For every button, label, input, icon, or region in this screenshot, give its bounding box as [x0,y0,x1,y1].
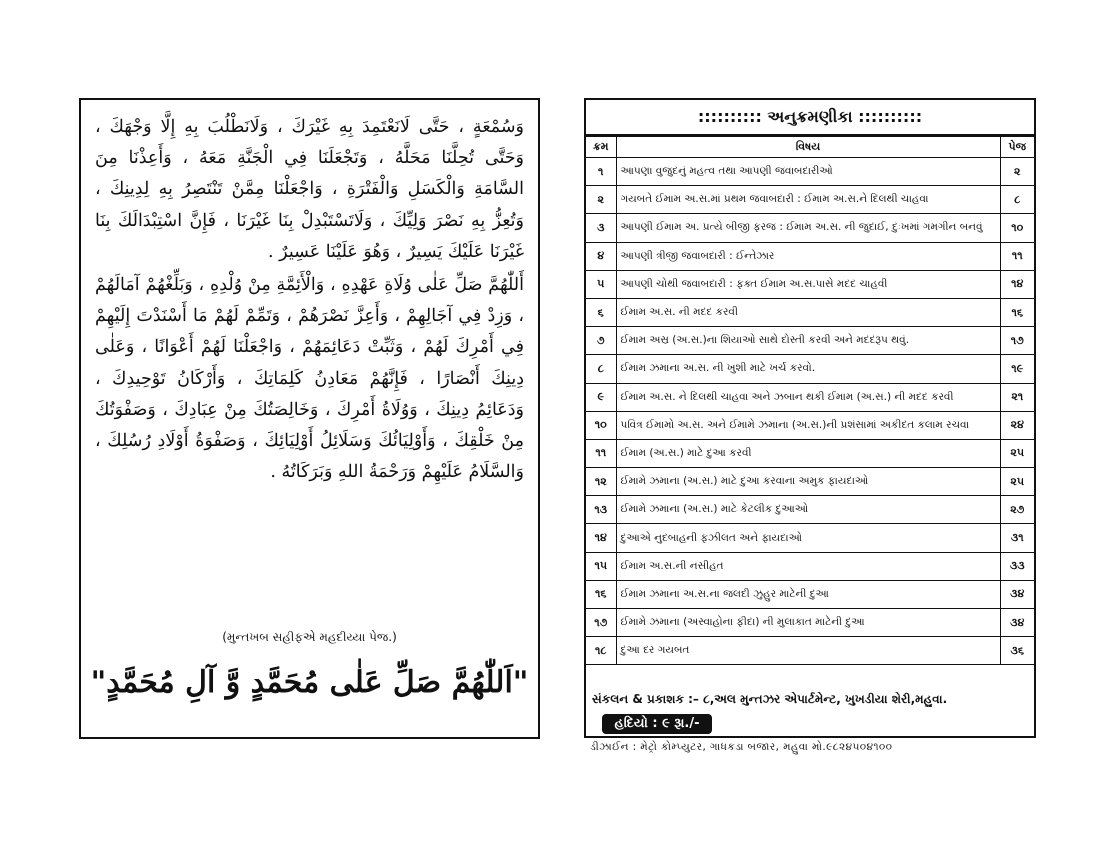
index-row-topic: દુઆ દર ગયબત [616,637,1000,665]
index-table [586,136,1034,665]
index-row [586,411,1034,439]
index-row-num: ૧૮ [586,637,616,665]
index-row-num: ૧૧ [586,439,616,467]
index-row [586,609,1034,637]
column-header-topic: વિષય [616,137,1000,158]
index-table-body [586,158,1034,665]
index-row-page: ૩૪ [1000,609,1034,637]
prayer-paragraph-1: وَسُمْعَةٍ ، حَتَّى لَانَعْتَمِدَ بِهِ غَيْرَكَ ، وَلَانَطْلُبَ بِهِ إِلَّا وَجْهَكَ ، وَحَتَّى تُحِلَّنَا مَحَلَّهُ ، وَتَجْعَلَنَا فِي الْجَنَّةِ مَعَهُ ، وَأَعِذْنَا مِنَ السَّامَةِ وَالْكَسَلِ وَالْفَتْرَةِ ، وَاجْعَلْنَا مِمَّنْ تَنْتَصِرُ بِهِ لِدِينِكَ ، وَتُعِزُّ بِهِ نَصْرَ وَلِيِّكَ ، وَلَاتَسْتَبْدِلْ بِنَا غَيْرَنَا ، فَإِنَّ اسْتِبْدَالَكَ بِنَا غَيْرَنَا عَلَيْكَ يَسِيرٌ ، وَهُوَ عَلَيْنَا عَسِيرٌ . [95,117,524,262]
index-row-topic: ઈમામ ઝમાના અ.સ.ના જલદી ઝુહુર માટેની દુઆ [616,580,1000,608]
index-row-num: ૩ [586,214,616,242]
index-row-topic: ઈમામે ઝમાના (અ.સ.) માટે કેટલીક દુઆઓ [616,496,1000,524]
index-row [586,158,1034,186]
index-row [586,186,1034,214]
index-row-num: ૧૪ [586,524,616,552]
index-row-page: ૧૬ [1000,298,1034,326]
index-row-topic: આપણી ત્રીજી જવાબદારી : ઈન્તેઝાર [616,242,1000,270]
index-row-topic: પવિત્ર ઈમામો અ.સ. અને ઈમામે ઝમાના (અ.સ.)ની પ્રશંસામાં અકીદત કલામ રચવા [616,411,1000,439]
index-row-topic: ગયબતે ઈમામ અ.સ.માં પ્રથમ જવાબદારી : ઈમામ અ.સ.ને દિલથી ચાહવા [616,186,1000,214]
index-row-page: ૨૧ [1000,383,1034,411]
index-row-page: ૧૧ [1000,242,1034,270]
index-row [586,637,1034,665]
index-row-topic: આપણી ઈમામ અ. પ્રત્યે બીજી ફરજ : ઈમામ અ.સ. ની જુદાઈ, દુઃખમાં ગમગીન બનવું [616,214,1000,242]
index-row-topic: ઈમામ (અ.સ.) માટે દુઆ કરવી [616,439,1000,467]
index-row-topic: ઈમામે ઝમાના (અસ્વાહોના ફીદા) ની મુલાકાત માટેની દુઆ [616,609,1000,637]
index-row-page: ૮ [1000,186,1034,214]
salawat-calligraphy: "اَللّٰهُمَّ صَلِّ عَلٰى مُحَمَّدٍ وَّ آلِ مُحَمَّدٍ" [90,665,529,700]
right-page [584,98,1036,738]
index-row-page: ૨૫ [1000,439,1034,467]
prayer-paragraph-2: أَللّٰهُمَّ صَلِّ عَلٰى وُلَاةِ عَهْدِهِ ، وَالْأَئِمَّةِ مِنْ وُلْدِهِ ، وَبَلِّغْهُمْ آمَالَهُمْ ، وَزِدْ فِي آجَالِهِمْ ، وَأَعِزَّ نَصْرَهُمْ ، وَتَمِّمْ لَهُمْ مَا أَسْنَدْتَ إِلَيْهِمْ فِي أَمْرِكَ لَهُمْ ، وَثَبِّتْ دَعَائِمَهُمْ ، وَاجْعَلْنَا لَهُمْ أَعْوَانًا ، وَعَلٰى دِينِكَ أَنْصَارًا ، فَإِنَّهُمْ مَعَادِنُ كَلِمَاتِكَ ، وَأَرْكَانُ تَوْحِيدِكَ ، وَدَعَائِمُ دِينِكَ ، وَوُلَاةُ أَمْرِكَ ، وَخَالِصَتُكَ مِنْ عِبَادِكَ ، وَصَفْوَتُكَ مِنْ خَلْقِكَ ، وَأَوْلِيَائُكَ وَسَلَائِلُ أَوْلِيَائِكَ ، وَصَفْوَةُ أَوْلَادِ رُسُلِكَ ، وَالسَّلَامُ عَلَيْهِمْ وَرَحْمَةُ اللهِ وَبَرَكَاتُهُ . [95,275,524,483]
index-row-num: ૧૫ [586,552,616,580]
source-note: (મુન્તખબ સહીફએ મહદીય્યા પેજ.) [222,630,397,644]
left-page [79,98,540,739]
index-row [586,383,1034,411]
index-row [586,580,1034,608]
index-row-topic: ઈમામ અ.સ.ની નસીહત [616,552,1000,580]
publisher-address: સંકલન & પ્રકાશક :– ૮,અલ મુન્તઝર એપાર્ટમેન્ટ, ખુખડીયા શેરી,મહુવા. [592,692,948,706]
index-row-page: ૩૬ [1000,637,1034,665]
index-row [586,496,1034,524]
index-row-page: ૧૦ [1000,214,1034,242]
index-row [586,552,1034,580]
index-row-page: ૨૪ [1000,411,1034,439]
index-row [586,355,1034,383]
index-row [586,214,1034,242]
index-row-topic: ઈમામ ઝમાના અ.સ. ની ખુશી માટે ખર્ચ કરવો. [616,355,1000,383]
price-badge: હદિયો : ૯ રૂા./- [602,714,712,734]
index-row-topic: ઈમામ અ.સ. ની મદદ કરવી [616,298,1000,326]
index-row-num: ૨ [586,186,616,214]
index-row-topic: દુઆએ નુદબાહની ફઝીલત અને ફાયદાઓ [616,524,1000,552]
index-row-page: ૧૭ [1000,327,1034,355]
index-row-num: ૫ [586,270,616,298]
index-row-page: ૨૭ [1000,496,1034,524]
index-header-row [586,137,1034,158]
column-header-num: ક્રમ [586,137,616,158]
index-row [586,270,1034,298]
index-row [586,524,1034,552]
index-row-num: ૮ [586,355,616,383]
index-row-num: ૧ [586,158,616,186]
index-title: :::::::::: અનુક્રમણીકા :::::::::: [586,100,1034,136]
index-row-num: ૪ [586,242,616,270]
index-row-num: ૧૦ [586,411,616,439]
index-row-num: ૯ [586,383,616,411]
index-row [586,242,1034,270]
index-row [586,468,1034,496]
index-row [586,298,1034,326]
index-row-page: ૨૫ [1000,468,1034,496]
index-row-topic: ઈમામ અ.સ. ને દિલથી ચાહવા અને ઝબાન થકી ઈમામ (અ.સ.) ની મદદ કરવી [616,383,1000,411]
index-row-num: ૧૬ [586,580,616,608]
column-header-page: પેજ [1000,137,1034,158]
index-row-num: ૧૭ [586,609,616,637]
arabic-prayer-text [95,112,524,488]
index-row [586,439,1034,467]
index-row-page: ૩૪ [1000,580,1034,608]
index-row-num: ૭ [586,327,616,355]
index-row-page: ૧૯ [1000,355,1034,383]
index-row-page: ૩૩ [1000,552,1034,580]
designer-credit: ડીઝાઈન : મેટ્રો કોમ્પ્યુટર, ગાધકડા બજાર, મહુવા મો.૯૮૨૪૫૦૪૧૦૦ [590,741,893,753]
index-row-topic: આપણી ચોથી જવાબદારી : ફક્ત ઈમામ અ.સ.પાસે મદદ ચાહવી [616,270,1000,298]
index-row-topic: આપણા વુજુદનું મહત્વ તથા આપણી જવાબદારીઓ [616,158,1000,186]
index-row [586,327,1034,355]
index-row-num: ૬ [586,298,616,326]
index-row-topic: ઈમામ અસ્ર (અ.સ.)ના શિયાઓ સાથે દોસ્તી કરવી અને મદદરૂપ થવું. [616,327,1000,355]
index-row-page: ૧૪ [1000,270,1034,298]
index-row-num: ૧૨ [586,468,616,496]
index-row-topic: ઈમામે ઝમાના (અ.સ.) માટે દુઆ કરવાના અમુક ફાયદાઓ [616,468,1000,496]
index-row-page: ૩૧ [1000,524,1034,552]
index-row-num: ૧૩ [586,496,616,524]
index-row-page: ૨ [1000,158,1034,186]
